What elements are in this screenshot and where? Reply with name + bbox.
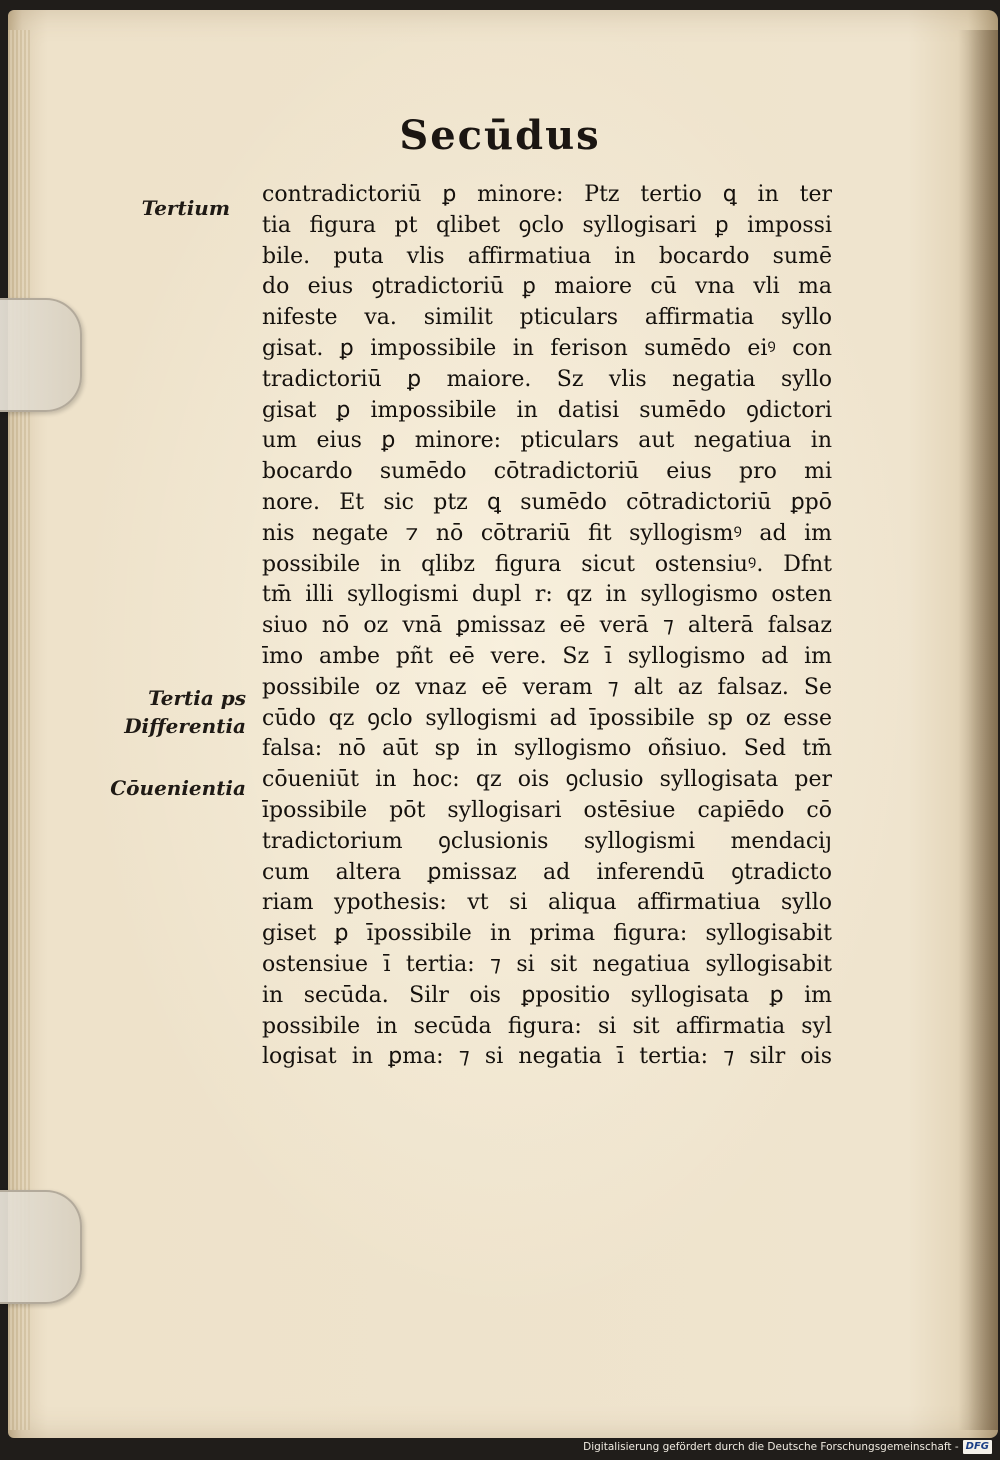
marginal-note: Tertium bbox=[141, 196, 230, 220]
text-line: cum altera ꝑmissaz ad inferendū ꝯtradicto bbox=[262, 859, 832, 885]
text-line: gisat. ꝑ impossibile in ferison sumēdo eiꝰ con bbox=[262, 335, 832, 361]
text-line: nore. Et sic ptz ꝗ sumēdo cōtradictoriū ꝑpō bbox=[262, 489, 832, 515]
text-line: tm̄ illi syllogismi dupl r: qz in syllogismo osten bbox=[262, 582, 832, 608]
text-line: in secūda. Silr ois ꝑpositio syllogisata ꝑ im bbox=[262, 982, 832, 1008]
text-line: riam ypothesis: vt si aliqua affirmatiua syllo bbox=[262, 890, 832, 916]
text-line: nifeste va. similit pticulars affirmatia syllo bbox=[262, 305, 832, 331]
dfg-logo: DFG bbox=[963, 1440, 992, 1454]
text-line: bile. puta vlis affirmatiua in bocardo sumē bbox=[262, 243, 832, 269]
marginal-note: Tertia ps bbox=[148, 686, 246, 710]
text-line: siuo nō oz vnā ꝑmissaz eē verā ⁊ alterā falsaz bbox=[262, 613, 832, 639]
running-head: Secūdus bbox=[399, 112, 601, 159]
text-line: giset ꝑ īpossibile in prima figura: syllogisabit bbox=[262, 921, 832, 947]
text-line: um eius ꝑ minore: pticulars aut negatiua in bbox=[262, 428, 832, 454]
text-line: contradictoriū ꝑ minore: Ptz tertio ꝗ in ter bbox=[262, 182, 832, 207]
binding-clip-top bbox=[0, 298, 82, 412]
binding-clip-bottom bbox=[0, 1190, 82, 1304]
text-line: īmo ambe pñt eē vere. Sz ī syllogismo ad im bbox=[262, 643, 832, 669]
text-line: tia figura pt qlibet ꝯclo syllogisari ꝑ impossi bbox=[262, 212, 832, 238]
marginal-note: Differentia bbox=[124, 714, 246, 738]
text-line: tradictoriū ꝑ maiore. Sz vlis negatia syllo bbox=[262, 366, 832, 392]
text-line: īpossibile pōt syllogisari ostēsiue capiēdo cō bbox=[262, 797, 832, 823]
text-line: nis negate ⁊ nō cōtrariū fit syllogismꝰ ad im bbox=[262, 520, 832, 546]
text-line: logisat in ꝑma: ⁊ si negatia ī tertia: ⁊ silr ois bbox=[262, 1044, 832, 1070]
gutter-shadow bbox=[958, 30, 998, 1430]
text-line: possibile oz vnaz eē veram ⁊ alt az falsaz. Se bbox=[262, 674, 832, 700]
text-line: bocardo sumēdo cōtradictoriū eius pro mi bbox=[262, 459, 832, 485]
text-line: cūdo qz ꝯclo syllogismi ad īpossibile sp oz esse bbox=[262, 705, 832, 731]
text-line: possibile in secūda figura: si sit affirmatia syl bbox=[262, 1013, 832, 1039]
footer-credit bbox=[583, 1438, 992, 1456]
text-line: cōueniūt in hoc: qz ois ꝯclusio syllogisata per bbox=[262, 767, 832, 793]
text-line: falsa: nō aūt sp in syllogismo oñsiuo. Sed tm̄ bbox=[262, 736, 832, 762]
main-text-column bbox=[262, 180, 832, 1073]
text-line: gisat ꝑ impossibile in datisi sumēdo ꝯdictori bbox=[262, 397, 832, 423]
text-line: do eius ꝯtradictoriū ꝑ maiore cū vna vli ma bbox=[262, 274, 832, 300]
text-line: ostensiue ī tertia: ⁊ si sit negatiua syllogisabit bbox=[262, 951, 832, 977]
text-line: possibile in qlibz figura sicut ostensiuꝰ. Dfnt bbox=[262, 551, 832, 577]
text-line: tradictorium ꝯclusionis syllogismi mendaciȷ bbox=[262, 828, 832, 854]
marginal-note: Cōuenientia bbox=[110, 776, 246, 800]
credit-text: Digitalisierung gefördert durch die Deutsche Forschungsgemeinschaft - bbox=[583, 1441, 959, 1453]
